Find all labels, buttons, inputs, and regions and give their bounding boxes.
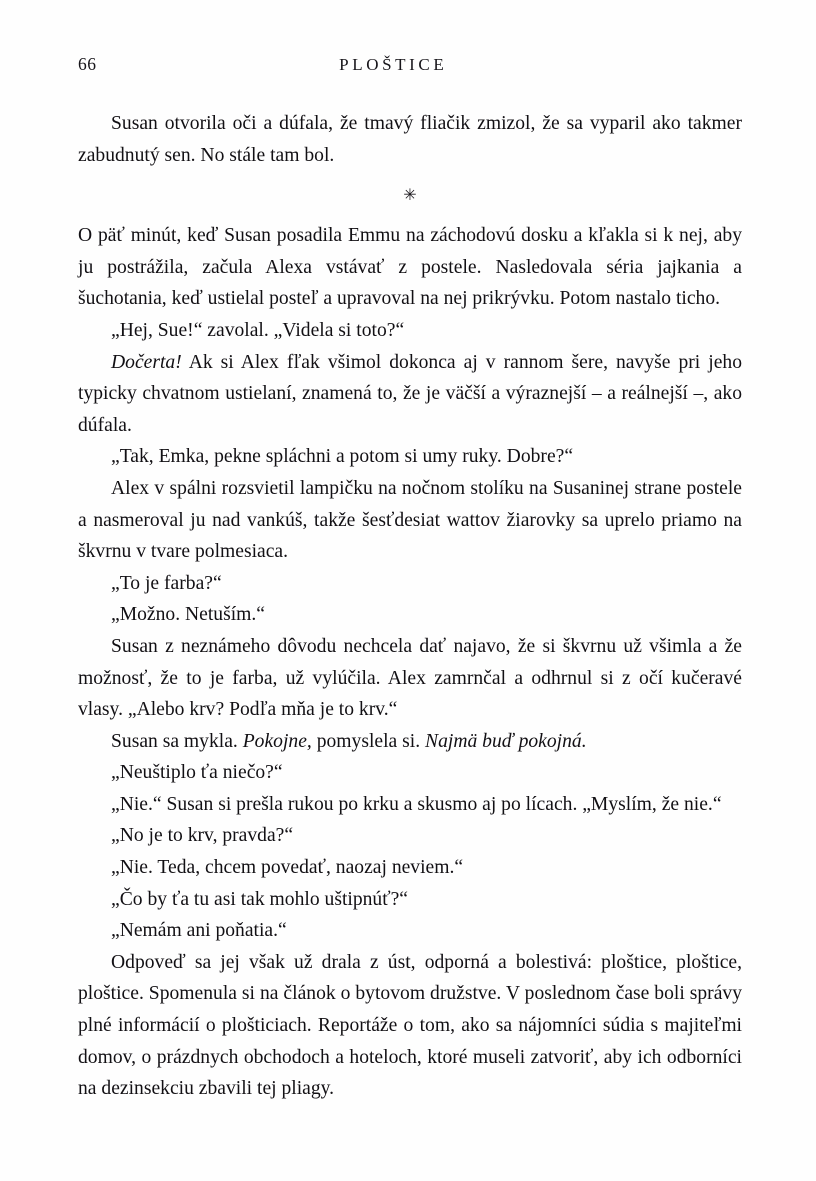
body-text: „Čo by ťa tu asi tak mohlo uštipnúť?“ — [111, 888, 408, 910]
paragraph — [78, 347, 742, 442]
paragraph — [78, 789, 742, 821]
paragraph — [78, 915, 742, 947]
paragraph — [78, 820, 742, 852]
body-text: O päť minút, keď Susan posadila Emmu na záchodovú dosku a kľakla si k nej, aby ju postrážila, začula Alexa vstávať z postele. Nasledovala séria jajkania a šuchotania, keď ustielal posteľ a upravoval na nej prikrývku. Potom nastalo ticho. — [78, 225, 742, 310]
body-text: „Tak, Emka, pekne spláchni a potom si umy ruky. Dobre?“ — [111, 446, 574, 468]
body-text: „No je to krv, pravda?“ — [111, 825, 294, 847]
body-text: „Nie.“ Susan si prešla rukou po krku a skusmo aj po lícach. „Myslím, že nie.“ — [111, 793, 722, 815]
paragraph — [78, 220, 742, 315]
text-block-rest — [78, 220, 742, 1105]
paragraph — [78, 631, 742, 726]
emphasis-text: Dočerta! — [111, 351, 182, 373]
page-body — [78, 108, 742, 1105]
paragraph — [78, 884, 742, 916]
paragraph — [78, 599, 742, 631]
body-text: „To je farba?“ — [111, 572, 222, 594]
body-text: „Hej, Sue!“ zavolal. „Videla si toto?“ — [111, 319, 405, 341]
body-text: „Nemám ani poňatia.“ — [111, 920, 287, 942]
body-text: Alex v spálni rozsvietil lampičku na nočnom stolíku na Susaninej strane postele a nasmeroval ju nad vankúš, takže šesťdesiat wattov žiarovky sa uprelo priamo na škvrnu v tvare polmesiaca. — [78, 477, 742, 563]
body-text: „Nie. Teda, chcem povedať, naozaj neviem.“ — [111, 857, 464, 879]
paragraph — [78, 726, 742, 758]
section-break-ornament: ✳ — [403, 187, 417, 205]
body-text: Ak si Alex fľak všimol dokonca aj v rannom šere, navyše pri jeho typicky chvatnom ustielaní, znamená to, že je väčší a výraznejší – a reálnejší –, ako dúfala. — [78, 351, 742, 436]
paragraph — [78, 441, 742, 473]
paragraph — [78, 757, 742, 789]
page-header — [78, 54, 738, 80]
text-block-first — [78, 108, 742, 171]
paragraph — [78, 108, 742, 171]
emphasis-text: Pokojne, — [242, 730, 312, 752]
body-text: „Neuštiplo ťa niečo?“ — [111, 762, 283, 784]
body-text: Odpoveď sa jej však už drala z úst, odporná a bolestivá: ploštice, ploštice, ploštice. Spomenula si na článok o bytovom družstve. V poslednom čase boli správy plné informácií o plošticiach. Reportáže o tom, ako sa nájomníci súdia s majiteľmi domov, o prázdnych obchodoch a hoteloch, ktoré museli zatvoriť, aby ich odborníci na dezinsekciu zbavili tej pliagy. — [78, 951, 742, 1100]
paragraph — [78, 947, 742, 1105]
body-text: Susan sa mykla. — [111, 730, 243, 752]
page-number: 66 — [78, 54, 97, 74]
running-title: PLOŠTICE — [339, 55, 448, 74]
paragraph — [78, 852, 742, 884]
body-text: Susan z neznámeho dôvodu nechcela dať najavo, že si škvrnu už všimla a že možnosť, že to je farba, už vylúčila. Alex zamrnčal a odhrnul si z očí kučeravé vlasy. „Alebo krv? Podľa mňa je to krv.“ — [78, 635, 742, 721]
paragraph — [78, 473, 742, 568]
paragraph — [78, 315, 742, 347]
body-text: pomyslela si. — [311, 730, 426, 752]
body-text: Susan otvorila oči a dúfala, že tmavý fliačik zmizol, že sa vyparil ako takmer zabudnutý sen. No stále tam bol. — [78, 113, 742, 166]
emphasis-text: Najmä buď pokojná. — [425, 730, 587, 752]
paragraph — [78, 568, 742, 600]
body-text: „Možno. Netuším.“ — [111, 604, 265, 626]
